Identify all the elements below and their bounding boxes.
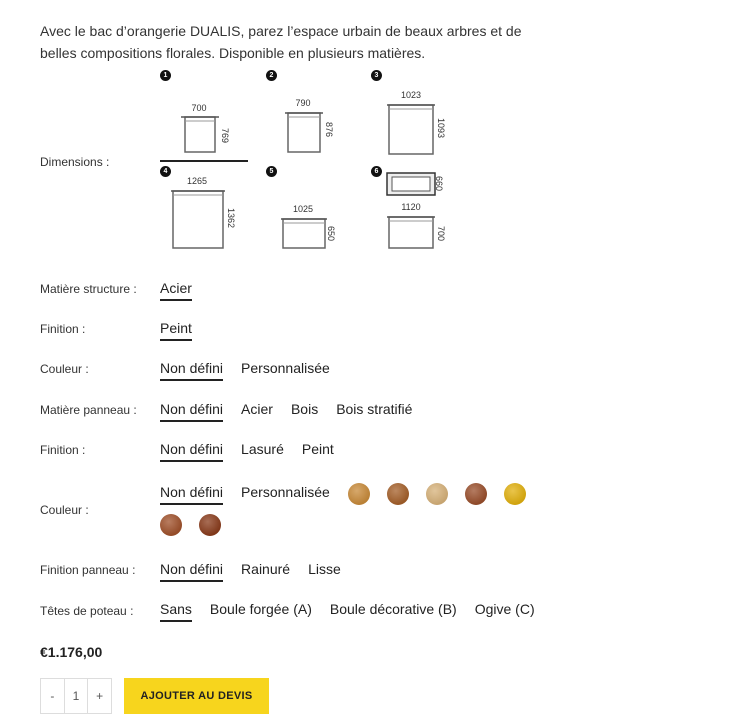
dim-width-2: 790 xyxy=(295,98,311,108)
option-peint[interactable]: Peint xyxy=(301,441,334,457)
planter-1-drawing xyxy=(180,116,220,154)
attr-options-post-heads xyxy=(160,601,553,622)
attr-options-finish xyxy=(160,320,210,341)
option-bois-stratifie[interactable]: Bois stratifié xyxy=(336,401,413,417)
option-non-defini[interactable]: Non défini xyxy=(160,401,223,422)
option-non-defini[interactable]: Non défini xyxy=(160,561,223,582)
dim-width-4: 1265 xyxy=(186,176,208,186)
dim-number-4: 4 xyxy=(160,166,171,177)
dimensions-label: Dimensions : xyxy=(40,155,110,169)
dim-height-3: 1093 xyxy=(436,118,446,139)
attr-label-panel-finishing: Finition panneau : xyxy=(40,563,136,577)
color-swatch[interactable] xyxy=(348,483,370,505)
product-description: Avec le bac d’orangerie DUALIS, parez l’espace urbain de beaux arbres et de belles compositions florales. Disponible en plusieurs matières. xyxy=(40,23,522,61)
attr-options-panel-color xyxy=(160,483,543,505)
quantity-minus-button[interactable]: - xyxy=(50,689,55,703)
option-lasure[interactable]: Lasuré xyxy=(241,441,284,457)
attr-options-structure-material xyxy=(160,280,210,301)
attr-options-panel-color-row2 xyxy=(160,514,238,536)
planter-6-drawing xyxy=(386,216,436,250)
planter-6-top-drawing xyxy=(386,172,436,196)
color-swatch[interactable] xyxy=(504,483,526,505)
option-acier[interactable]: Acier xyxy=(160,280,192,301)
dim-number-6: 6 xyxy=(371,166,382,177)
product-price: €1.176,00 xyxy=(40,644,103,660)
dim-top-height-6: 660 xyxy=(434,176,444,192)
color-swatch[interactable] xyxy=(199,514,221,536)
attr-label-structure-material: Matière structure : xyxy=(40,282,137,296)
option-boule-forgee[interactable]: Boule forgée (A) xyxy=(209,601,312,617)
attr-label-color: Couleur : xyxy=(40,362,89,376)
option-bois[interactable]: Bois xyxy=(290,401,319,417)
attr-options-panel-material xyxy=(160,401,430,422)
dim-height-5: 650 xyxy=(326,226,336,242)
option-personnalisee[interactable]: Personnalisée xyxy=(241,483,330,500)
option-boule-decorative[interactable]: Boule décorative (B) xyxy=(329,601,457,617)
add-to-quote-button[interactable]: AJOUTER AU DEVIS xyxy=(124,678,269,714)
option-non-defini[interactable]: Non défini xyxy=(160,441,223,462)
attr-label-panel-color: Couleur : xyxy=(40,503,89,517)
dim-number-1: 1 xyxy=(160,70,171,81)
dim-width-5: 1025 xyxy=(292,204,314,214)
attr-label-panel-material: Matière panneau : xyxy=(40,403,137,417)
dim-height-2: 876 xyxy=(324,122,334,138)
quantity-stepper xyxy=(40,678,112,714)
color-swatch[interactable] xyxy=(465,483,487,505)
option-lisse[interactable]: Lisse xyxy=(308,561,341,577)
dim-number-2: 2 xyxy=(266,70,277,81)
dim-height-1: 769 xyxy=(220,128,230,144)
dim-number-5: 5 xyxy=(266,166,277,177)
option-sans[interactable]: Sans xyxy=(160,601,192,622)
dim-width-6: 1120 xyxy=(401,202,421,212)
quantity-plus-button[interactable]: + xyxy=(96,689,104,703)
option-ogive[interactable]: Ogive (C) xyxy=(474,601,535,617)
attr-label-panel-finish: Finition : xyxy=(40,443,86,457)
attr-options-panel-finishing xyxy=(160,561,359,582)
color-swatch[interactable] xyxy=(160,514,182,536)
dimensions-divider xyxy=(160,160,248,162)
option-rainure[interactable]: Rainuré xyxy=(241,561,291,577)
attr-options-color xyxy=(160,360,348,381)
planter-5-drawing xyxy=(280,218,328,250)
color-swatch[interactable] xyxy=(387,483,409,505)
dim-width-1: 700 xyxy=(191,103,207,113)
planter-3-drawing xyxy=(386,104,436,156)
quantity-input[interactable]: 1 xyxy=(64,679,89,713)
option-non-defini[interactable]: Non défini xyxy=(160,360,223,381)
attr-label-post-heads: Têtes de poteau : xyxy=(40,604,134,618)
option-acier[interactable]: Acier xyxy=(241,401,273,417)
dimensions-diagram xyxy=(160,66,470,256)
option-peint[interactable]: Peint xyxy=(160,320,192,341)
attr-label-finish: Finition : xyxy=(40,322,86,336)
dim-width-3: 1023 xyxy=(400,90,422,100)
planter-2-drawing xyxy=(284,112,324,154)
dim-number-3: 3 xyxy=(371,70,382,81)
dim-height-4: 1362 xyxy=(226,208,236,229)
planter-4-drawing xyxy=(170,190,226,250)
option-personnalisee[interactable]: Personnalisée xyxy=(241,360,330,376)
option-non-defini[interactable]: Non défini xyxy=(160,484,223,505)
dim-height-6: 700 xyxy=(436,226,446,242)
attr-options-panel-finish xyxy=(160,441,352,462)
color-swatch[interactable] xyxy=(426,483,448,505)
